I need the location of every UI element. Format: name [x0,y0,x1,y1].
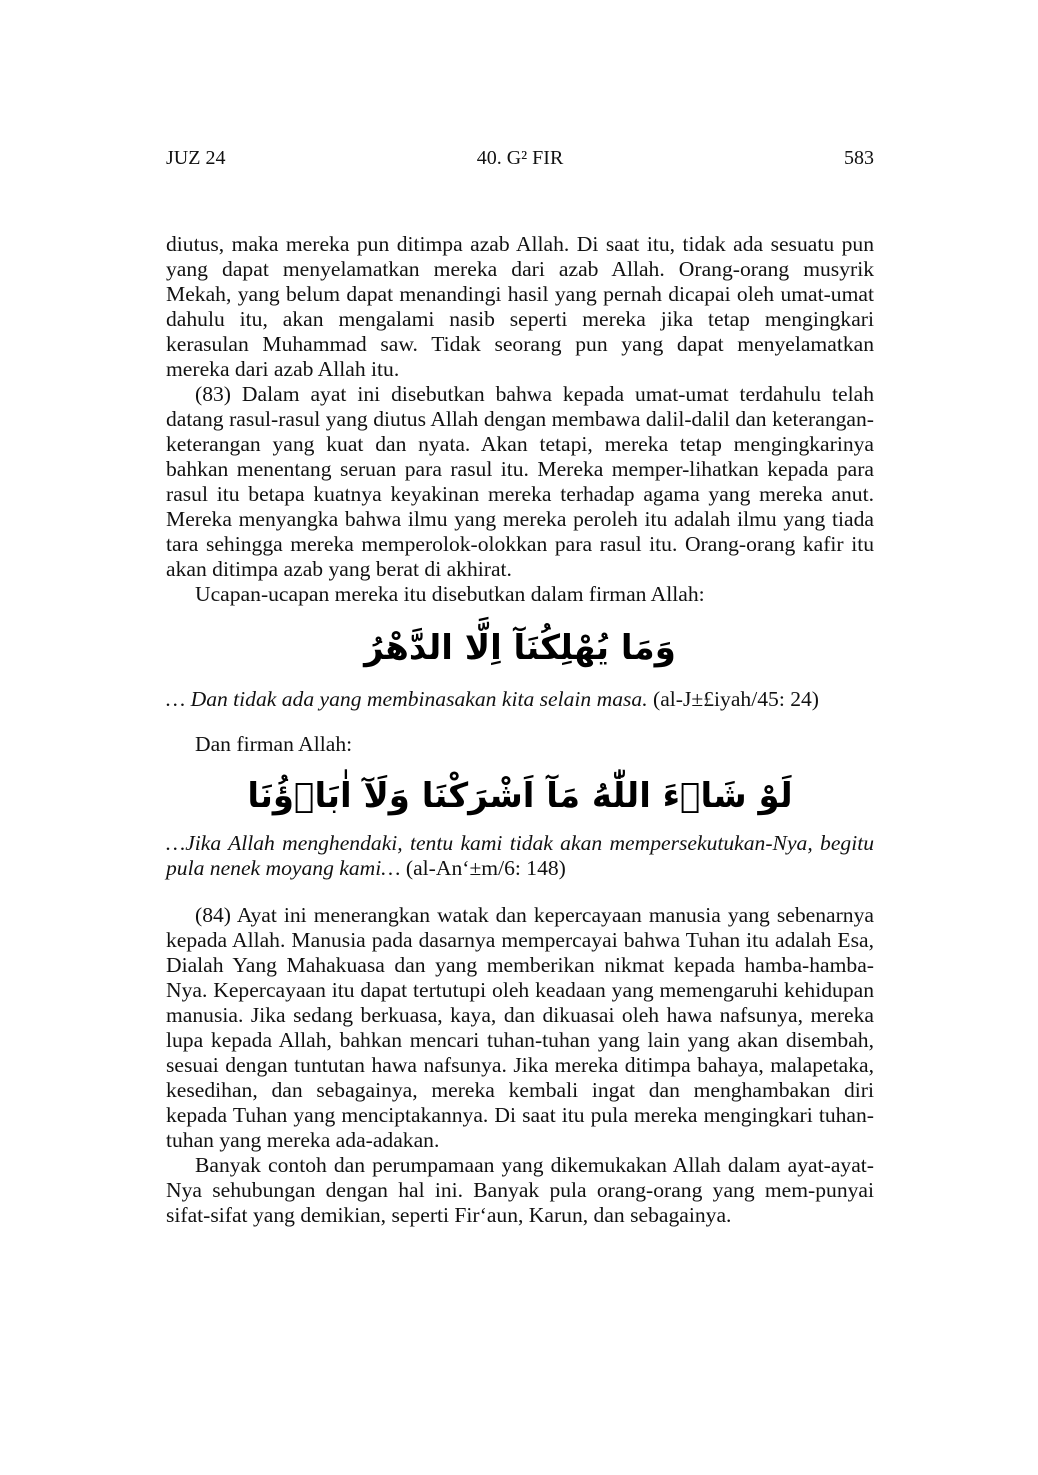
paragraph-84: (84) Ayat ini menerangkan watak dan kepercayaan manusia yang sebenarnya kepada Allah. Manusia pada dasarnya mempercayai bahwa Tuhan itu adalah Esa, Dialah Yang Mahakuasa dan yang memberikan nikmat kepada hamba-hamba-Nya. Kepercayaan itu dapat tertutupi oleh keadaan yang memengaruhi kehidupan manusia. Jika sedang berkuasa, kaya, dan dikuasai oleh hawa nafsunya, mereka lupa kepada Allah, bahkan mencari tuhan-tuhan yang lain yang akan disembah, sesuai dengan tuntutan hawa nafsunya. Jika mereka ditimpa bahaya, malapetaka, kesedihan, dan sebagainya, mereka kembali ingat dan menghambakan diri kepada Tuhan yang menciptakannya. Di saat itu pula mereka mengingkari tuhan-tuhan yang mereka ada-adakan. [166,903,874,1152]
body-text [166,232,874,1228]
verse-1-translation: … Dan tidak ada yang membinasakan kita selain masa. [166,687,648,711]
paragraph-83: (83) Dalam ayat ini disebutkan bahwa kepada umat-umat terdahulu telah datang rasul-rasul yang diutus Allah dengan membawa dalil-dalil dan keterangan-keterangan yang kuat dan nyata. Akan tetapi, mereka tetap mengingkarinya bahkan menentang seruan para rasul itu. Mereka memper-lihatkan kepada para rasul itu betapa kuatnya keyakinan mereka terhadap agama yang mereka anut. Mereka menyangka bahwa ilmu yang mereka peroleh itu adalah ilmu yang tiada tara sehingga mereka memperolok-olokkan para rasul itu. Orang-orang kafir itu akan ditimpa azab yang berat di akhirat. [166,382,874,581]
verse-1-translation-line [166,687,874,712]
verse-2-reference: (al-An‘±m/6: 148) [405,856,566,880]
arabic-verse-2: لَوْ شَاۤءَ اللّٰهُ مَآ اَشْرَكْنَا وَلَآ اٰبَاۤؤُنَا [247,776,793,816]
header-surah: 40. G² FIR [476,147,564,169]
page-number: 583 [844,147,874,169]
paragraph-continuation: diutus, maka mereka pun ditimpa azab Allah. Di saat itu, tidak ada sesuatu pun yang dapat menyelamatkan mereka dari azab Allah. Orang-orang musyrik Mekah, yang belum dapat menandingi hasil yang pernah dicapai oleh umat-umat dahulu itu, akan mengalami nasib seperti mereka jika tetap mengingkari kerasulan Muhammad saw. Tidak seorang pun yang dapat menyelamatkan mereka dari azab Allah itu. [166,232,874,381]
verse-2-translation: …Jika Allah menghendaki, tentu kami tidak akan mempersekutukan-Nya, begitu pula nenek moyang kami… [166,831,874,880]
paragraph-intro-verse: Ucapan-ucapan mereka itu disebutkan dalam firman Allah: [195,582,705,606]
header-juz: JUZ 24 [166,147,226,169]
verse-1-reference: (al-J±£iyah/45: 24) [653,687,820,711]
paragraph-closing: Banyak contoh dan perumpamaan yang dikemukakan Allah dalam ayat-ayat-Nya sehubungan dengan hal ini. Banyak pula orang-orang yang mem-punyai sifat-sifat yang demikian, seperti Fir‘aun, Karun, dan sebagainya. [166,1153,874,1227]
arabic-verse-1: وَمَا يُهْلِكُنَآ اِلَّا الدَّهْرُ [364,628,676,668]
verse-2-translation-line [166,831,874,881]
paragraph-dan-firman: Dan firman Allah: [195,732,353,756]
